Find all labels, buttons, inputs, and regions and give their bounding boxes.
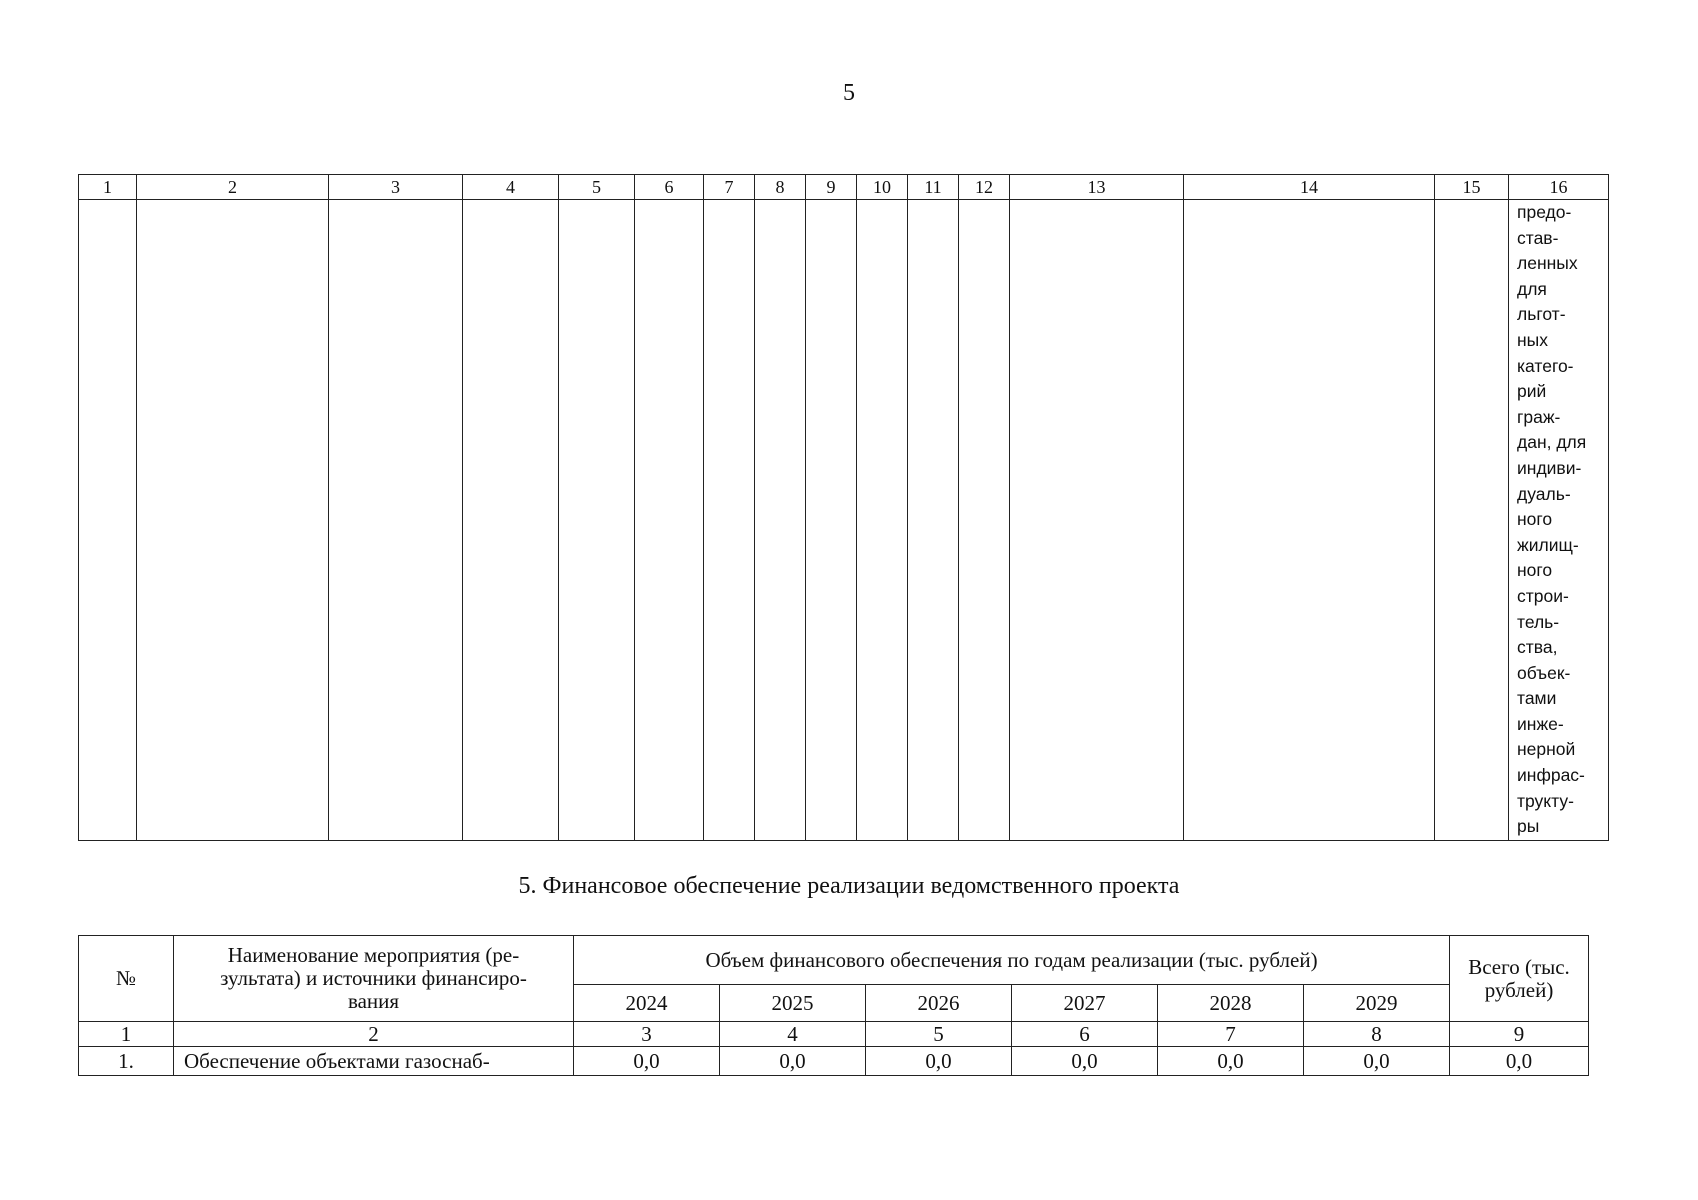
col-number: 9 <box>1450 1022 1589 1047</box>
row-no: 1. <box>79 1047 174 1076</box>
year-cell: 2026 <box>866 985 1012 1022</box>
table-cell <box>79 200 137 841</box>
year-cell: 2028 <box>1158 985 1304 1022</box>
col-number: 6 <box>635 175 704 200</box>
header-name: Наименование мероприятия (ре- зультата) и источники финансиро- вания <box>174 936 574 1022</box>
value-cell: 0,0 <box>1304 1047 1450 1076</box>
table-cell <box>959 200 1010 841</box>
value-cell: 0,0 <box>720 1047 866 1076</box>
header-row-1 <box>79 936 1589 985</box>
table-cell <box>806 200 857 841</box>
numbering-row <box>79 1022 1589 1047</box>
continuation-table <box>78 174 1609 841</box>
table-row <box>79 200 1609 841</box>
year-cell: 2029 <box>1304 985 1450 1022</box>
table-cell <box>1435 200 1509 841</box>
col-number: 12 <box>959 175 1010 200</box>
finance-table <box>78 935 1589 1076</box>
value-cell: 0,0 <box>866 1047 1012 1076</box>
col-number: 7 <box>1158 1022 1304 1047</box>
header-volume: Объем финансового обеспечения по годам реализации (тыс. рублей) <box>574 936 1450 985</box>
page-number: 5 <box>843 80 855 106</box>
table-row <box>79 1047 1589 1076</box>
col-number: 2 <box>137 175 329 200</box>
table-cell <box>1010 200 1184 841</box>
col-number: 15 <box>1435 175 1509 200</box>
table-cell <box>704 200 755 841</box>
col-number: 8 <box>755 175 806 200</box>
col-number: 2 <box>174 1022 574 1047</box>
total-cell: 0,0 <box>1450 1047 1589 1076</box>
col-number: 13 <box>1010 175 1184 200</box>
table-cell <box>635 200 704 841</box>
table-cell <box>463 200 559 841</box>
table-cell <box>755 200 806 841</box>
table-cell <box>1184 200 1435 841</box>
col-number: 11 <box>908 175 959 200</box>
header-no: № <box>79 936 174 1022</box>
section-title: 5. Финансовое обеспечение реализации ведомственного проекта <box>518 873 1180 899</box>
table-cell <box>559 200 635 841</box>
col-number: 8 <box>1304 1022 1450 1047</box>
col-number: 3 <box>574 1022 720 1047</box>
value-cell: 0,0 <box>574 1047 720 1076</box>
year-cell: 2027 <box>1012 985 1158 1022</box>
col-number: 4 <box>463 175 559 200</box>
col16-text: предо- став- ленных для льгот- ных катего- рий граж- дан, для индиви- дуаль- ного жилищ- ного строи- тель- ства, объек- тами инже- нерной инфрас- трукту- ры <box>1509 200 1609 841</box>
year-cell: 2025 <box>720 985 866 1022</box>
col-number: 5 <box>559 175 635 200</box>
row-name: Обеспечение объектами газоснаб- <box>174 1047 574 1076</box>
col-number: 7 <box>704 175 755 200</box>
column-numbers-row <box>79 175 1609 200</box>
header-total: Всего (тыс. рублей) <box>1450 936 1589 1022</box>
col-number: 4 <box>720 1022 866 1047</box>
col-number: 3 <box>329 175 463 200</box>
col-number: 10 <box>857 175 908 200</box>
table-cell <box>137 200 329 841</box>
col-number: 5 <box>866 1022 1012 1047</box>
col-number: 1 <box>79 1022 174 1047</box>
table-cell <box>857 200 908 841</box>
col-number: 16 <box>1509 175 1609 200</box>
col-number: 9 <box>806 175 857 200</box>
col-number: 1 <box>79 175 137 200</box>
value-cell: 0,0 <box>1012 1047 1158 1076</box>
col-number: 6 <box>1012 1022 1158 1047</box>
table-cell <box>908 200 959 841</box>
year-cell: 2024 <box>574 985 720 1022</box>
value-cell: 0,0 <box>1158 1047 1304 1076</box>
col-number: 14 <box>1184 175 1435 200</box>
table-cell <box>329 200 463 841</box>
